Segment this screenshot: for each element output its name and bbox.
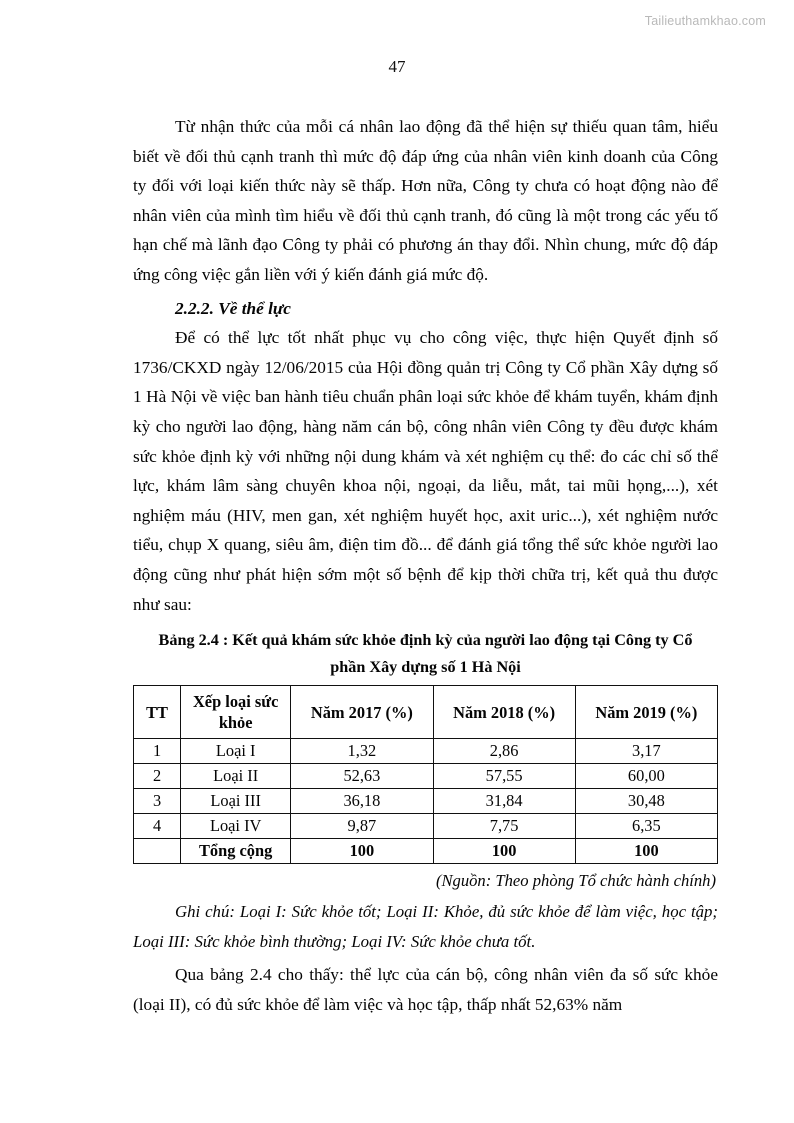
- table-row: [134, 764, 718, 789]
- cell-rank: Loại IV: [181, 814, 291, 839]
- table-header-row: [134, 686, 718, 739]
- cell-tt: 1: [134, 739, 181, 764]
- cell-tt-total: [134, 839, 181, 864]
- paragraph-note: Ghi chú: Loại I: Sức khỏe tốt; Loại II: Khỏe, đủ sức khỏe để làm việc, học tập; Loại III: Sức khỏe bình thường; Loại IV: Sức khỏe chưa tốt.: [133, 902, 718, 951]
- cell-2019: 60,00: [575, 764, 717, 789]
- cell-rank: Loại II: [181, 764, 291, 789]
- header-tt: TT: [134, 686, 181, 739]
- cell-tt: 4: [134, 814, 181, 839]
- cell-2019-total: 100: [575, 839, 717, 864]
- cell-2017: 9,87: [291, 814, 433, 839]
- table-total-row: [134, 839, 718, 864]
- section-heading-2-2-2: 2.2.2. Về thể lực: [175, 298, 291, 318]
- cell-2017: 1,32: [291, 739, 433, 764]
- table-row: [134, 789, 718, 814]
- table-source-note: (Nguồn: Theo phòng Tổ chức hành chính): [435, 871, 716, 891]
- paragraph-closing: Qua bảng 2.4 cho thấy: thể lực của cán bộ, công nhân viên đa số sức khỏe (loại II), có đủ sức khỏe để làm việc và học tập, thấp nhất 52,63% năm: [133, 965, 718, 1014]
- table-row: [134, 739, 718, 764]
- cell-rank: Loại III: [181, 789, 291, 814]
- cell-2019: 6,35: [575, 814, 717, 839]
- health-classification-table: [133, 685, 718, 864]
- cell-2019: 3,17: [575, 739, 717, 764]
- cell-tt: 3: [134, 789, 181, 814]
- cell-2017: 52,63: [291, 764, 433, 789]
- cell-2018: 31,84: [433, 789, 575, 814]
- paragraph-intro: Từ nhận thức của mỗi cá nhân lao động đã thể hiện sự thiếu quan tâm, hiểu biết về đối thủ cạnh tranh thì mức độ đáp ứng của nhân viên kinh doanh của Công ty đối với loại kiến thức này sẽ thấp. Hơn nữa, Công ty chưa có hoạt động nào để nhân viên của mình tìm hiểu về đối thủ cạnh tranh, đó cũng là một trong các yếu tố hạn chế mà lãnh đạo Công ty phải có phương án thay đổi. Nhìn chung, mức độ đáp ứng công việc gắn liền với ý kiến đánh giá mức độ.: [133, 117, 718, 284]
- cell-rank-total: Tổng cộng: [181, 839, 291, 864]
- cell-rank: Loại I: [181, 739, 291, 764]
- cell-2017-total: 100: [291, 839, 433, 864]
- header-year-2019: Năm 2019 (%): [575, 686, 717, 739]
- cell-2018-total: 100: [433, 839, 575, 864]
- cell-tt: 2: [134, 764, 181, 789]
- page-content: [133, 112, 718, 1019]
- page-number: 47: [388, 57, 406, 76]
- paragraph-body: Để có thể lực tốt nhất phục vụ cho công việc, thực hiện Quyết định số 1736/CKXD ngày 12/06/2015 của Hội đồng quản trị Công ty Cổ phần Xây dựng số 1 Hà Nội về việc ban hành tiêu chuẩn phân loại sức khỏe để khám tuyển, khám định kỳ cho người lao động, hàng năm cán bộ, công nhân viên Công ty đều được khám sức khỏe định kỳ với những nội dung khám và xét nghiệm cụ thể: đo các chỉ số thể lực, khám lâm sàng chuyên khoa nội, ngoại, da liễu, mắt, tai mũi họng,...), xét nghiệm máu (HIV, men gan, xét nghiệm huyết học, axit uric...), xét nghiệm nước tiểu, chụp X quang, siêu âm, điện tim đồ... để đánh giá tổng thể sức khỏe người lao động cũng như phát hiện sớm một số bệnh để kịp thời chữa trị, kết quả thu được như sau:: [133, 328, 718, 614]
- header-year-2018: Năm 2018 (%): [433, 686, 575, 739]
- header-year-2017: Năm 2017 (%): [291, 686, 433, 739]
- cell-2019: 30,48: [575, 789, 717, 814]
- cell-2017: 36,18: [291, 789, 433, 814]
- cell-2018: 57,55: [433, 764, 575, 789]
- table-caption: Bảng 2.4 : Kết quả khám sức khỏe định kỳ của người lao động tại Công ty Cổ phần Xây dựng số 1 Hà Nội: [158, 631, 693, 677]
- header-rank: Xếp loại sức khỏe: [181, 686, 291, 739]
- table-row: [134, 814, 718, 839]
- watermark-text: Tailieuthamkhao.com: [644, 14, 766, 28]
- cell-2018: 2,86: [433, 739, 575, 764]
- cell-2018: 7,75: [433, 814, 575, 839]
